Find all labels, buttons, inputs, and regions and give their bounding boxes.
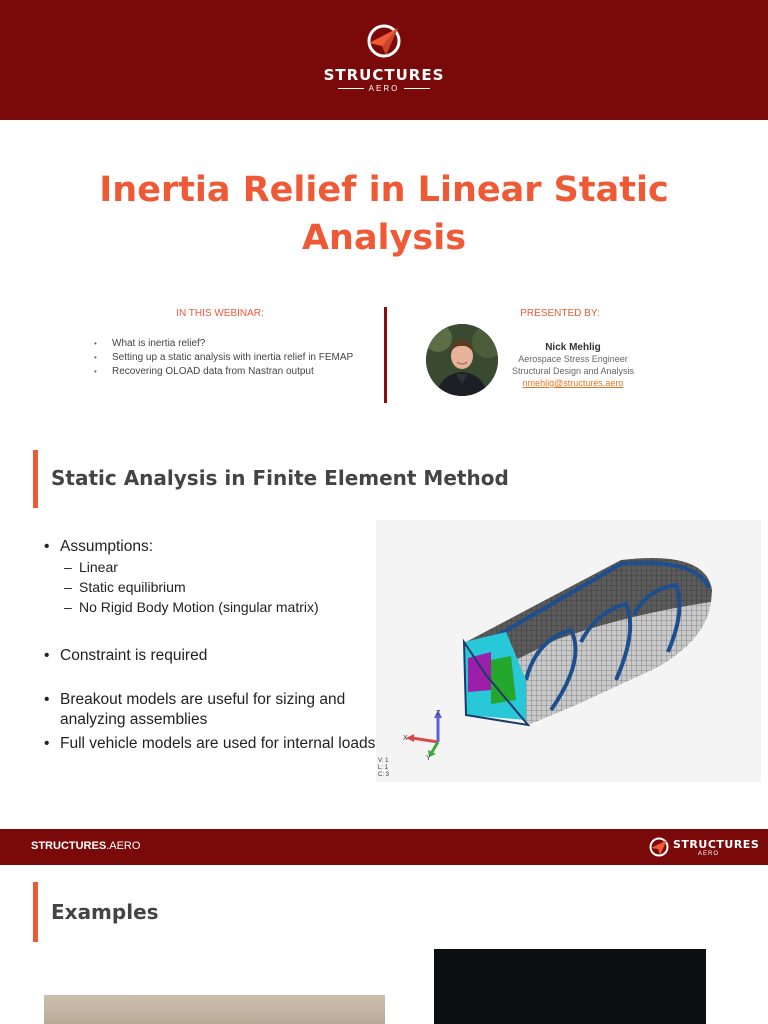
list-item: • Breakout models are useful for sizing and analyzing assemblies (44, 690, 384, 730)
list-item: • Constraint is required (44, 646, 384, 666)
axis-x-label: X (403, 735, 408, 742)
slide-footer-banner (0, 829, 768, 865)
column-divider (384, 307, 387, 403)
presenter-name: Nick Mehlig (545, 342, 601, 353)
wing-mesh-image (376, 520, 761, 782)
presenter-department: Structural Design and Analysis (511, 366, 635, 376)
footer-brand-subtitle: AERO (698, 851, 720, 857)
webinar-list (70, 337, 370, 379)
brand-name: STRUCTURES (323, 66, 445, 84)
list-item: • Assumptions: (44, 537, 384, 557)
list-item: – Static equilibrium (44, 577, 384, 597)
list-item: • Full vehicle models are used for internal loads (44, 734, 384, 754)
list-item: – No Rigid Body Motion (singular matrix) (44, 597, 384, 617)
presenter-email-link[interactable]: nmehlig@structures.aero (522, 378, 624, 388)
compass-logo-icon (648, 836, 670, 858)
presenter-photo (426, 324, 498, 396)
footer-wordmark: STRUCTURES.AERO (31, 840, 141, 852)
fem-model-figure (376, 520, 761, 782)
example-image (434, 949, 706, 1024)
webinar-section (70, 308, 370, 379)
avatar (426, 324, 498, 396)
section-heading: Static Analysis in Finite Element Method (51, 466, 509, 490)
brand-subtitle: AERO (0, 84, 768, 93)
brand-logo (0, 22, 768, 93)
axis-z-label: Z (436, 710, 441, 717)
list-item: • Setting up a static analysis with inertia relief in FEMAP (94, 351, 370, 365)
list-item: • Recovering OLOAD data from Nastran output (94, 365, 370, 379)
section-accent-bar (33, 450, 38, 508)
presenter-role: Aerospace Stress Engineer (518, 354, 628, 364)
webinar-label: IN THIS WEBINAR: (176, 308, 264, 319)
section-accent-bar (33, 882, 38, 942)
assumptions-list (44, 537, 384, 754)
list-item: • What is inertia relief? (94, 337, 370, 351)
list-item: – Linear (44, 557, 384, 577)
presenter-info (508, 342, 638, 388)
top-banner (0, 0, 768, 120)
footer-brand-name: STRUCTURES (673, 838, 760, 851)
section-heading: Examples (51, 900, 159, 924)
footer-logo (646, 835, 760, 859)
compass-logo-icon (364, 22, 404, 60)
presenter-label: PRESENTED BY: (520, 308, 600, 319)
example-image (44, 995, 385, 1024)
axis-y-label: Y (426, 755, 431, 762)
page-title: Inertia Relief in Linear Static Analysis (99, 170, 669, 258)
view-readout: V: 1 L: 1 C: 3 (378, 758, 390, 778)
